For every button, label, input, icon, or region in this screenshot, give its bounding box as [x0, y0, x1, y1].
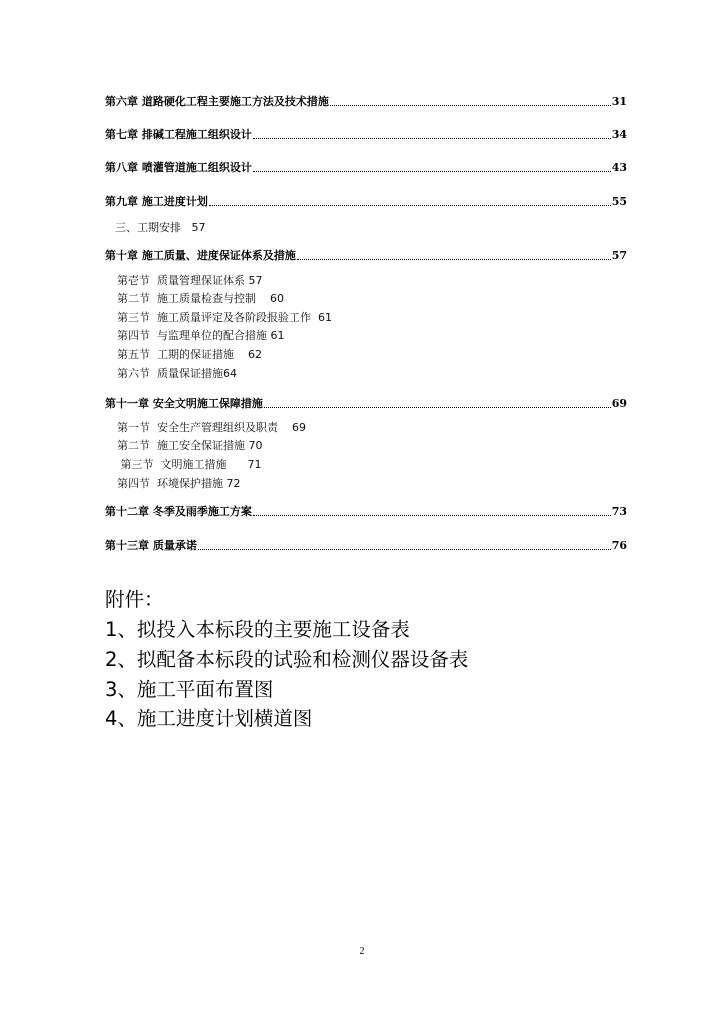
toc-section[interactable]: 第壱节 质量管理保证体系 57	[117, 274, 263, 287]
attachment-item: 4、施工进度计划横道图	[105, 707, 313, 730]
toc-chapter-label: 第十章 施工质量、进度保证体系及措施	[105, 249, 296, 262]
page-number: 2	[359, 946, 365, 957]
toc-dot-leader	[253, 514, 611, 516]
attachment-item: 1、拟投入本标段的主要施工设备表	[105, 618, 410, 641]
toc-chapter-label: 第七章 排碱工程施工组织设计	[105, 128, 252, 141]
toc-dot-leader	[209, 204, 611, 206]
toc-dot-leader	[297, 258, 611, 260]
toc-page-number: 55	[611, 195, 627, 208]
toc-section[interactable]: 第三节 施工质量评定及各阶段报验工作 61	[117, 311, 332, 324]
toc-page-number: 69	[611, 397, 627, 410]
toc-dot-leader	[253, 137, 611, 139]
attachments-heading: 附件：	[105, 588, 164, 611]
toc-chapter-8[interactable]	[105, 159, 627, 175]
toc-dot-leader	[198, 548, 611, 550]
toc-chapter-7[interactable]	[105, 126, 627, 142]
toc-chapter-11[interactable]	[105, 395, 627, 411]
toc-section[interactable]: 第三节 文明施工措施 71	[117, 458, 262, 471]
toc-section[interactable]: 第一节 安全生产管理组织及职责 69	[117, 421, 306, 434]
toc-chapter-label: 第十三章 质量承诺	[105, 539, 197, 552]
toc-section[interactable]: 第五节 工期的保证措施 62	[117, 348, 262, 361]
toc-chapter-label: 第八章 喷灌管道施工组织设计	[105, 161, 252, 174]
toc-dot-leader	[253, 170, 611, 172]
toc-section[interactable]: 第四节 与监理单位的配合措施 61	[117, 329, 285, 342]
toc-page-number: 31	[611, 95, 627, 108]
toc-chapter-6[interactable]	[105, 93, 627, 109]
toc-page-number: 76	[611, 539, 627, 552]
toc-dot-leader	[330, 104, 611, 106]
toc-chapter-12[interactable]	[105, 503, 627, 519]
toc-page-number: 57	[611, 249, 627, 262]
toc-section[interactable]: 第二节 施工质量检查与控制 60	[117, 292, 284, 305]
toc-dot-leader	[264, 406, 611, 408]
toc-chapter-label: 第十一章 安全文明施工保障措施	[105, 397, 263, 410]
toc-chapter-9[interactable]	[105, 193, 627, 209]
attachment-item: 2、拟配备本标段的试验和检测仪器设备表	[105, 648, 469, 671]
toc-section[interactable]: 第六节 质量保证措施64	[117, 367, 237, 380]
toc-page-number: 73	[611, 505, 627, 518]
toc-section-ch9-schedule[interactable]: 三、工期安排 57	[115, 221, 206, 234]
toc-section[interactable]: 第四节 环境保护措施 72	[117, 477, 241, 490]
toc-chapter-label: 第十二章 冬季及雨季施工方案	[105, 505, 252, 518]
toc-chapter-label: 第九章 施工进度计划	[105, 195, 208, 208]
attachment-item: 3、施工平面布置图	[105, 678, 274, 701]
toc-chapter-13[interactable]	[105, 537, 627, 553]
toc-chapter-label: 第六章 道路硬化工程主要施工方法及技术措施	[105, 95, 329, 108]
toc-page-number: 43	[611, 161, 627, 174]
toc-section[interactable]: 第二节 施工安全保证措施 70	[117, 439, 263, 452]
toc-page-number: 34	[611, 128, 627, 141]
toc-chapter-10[interactable]	[105, 247, 627, 263]
